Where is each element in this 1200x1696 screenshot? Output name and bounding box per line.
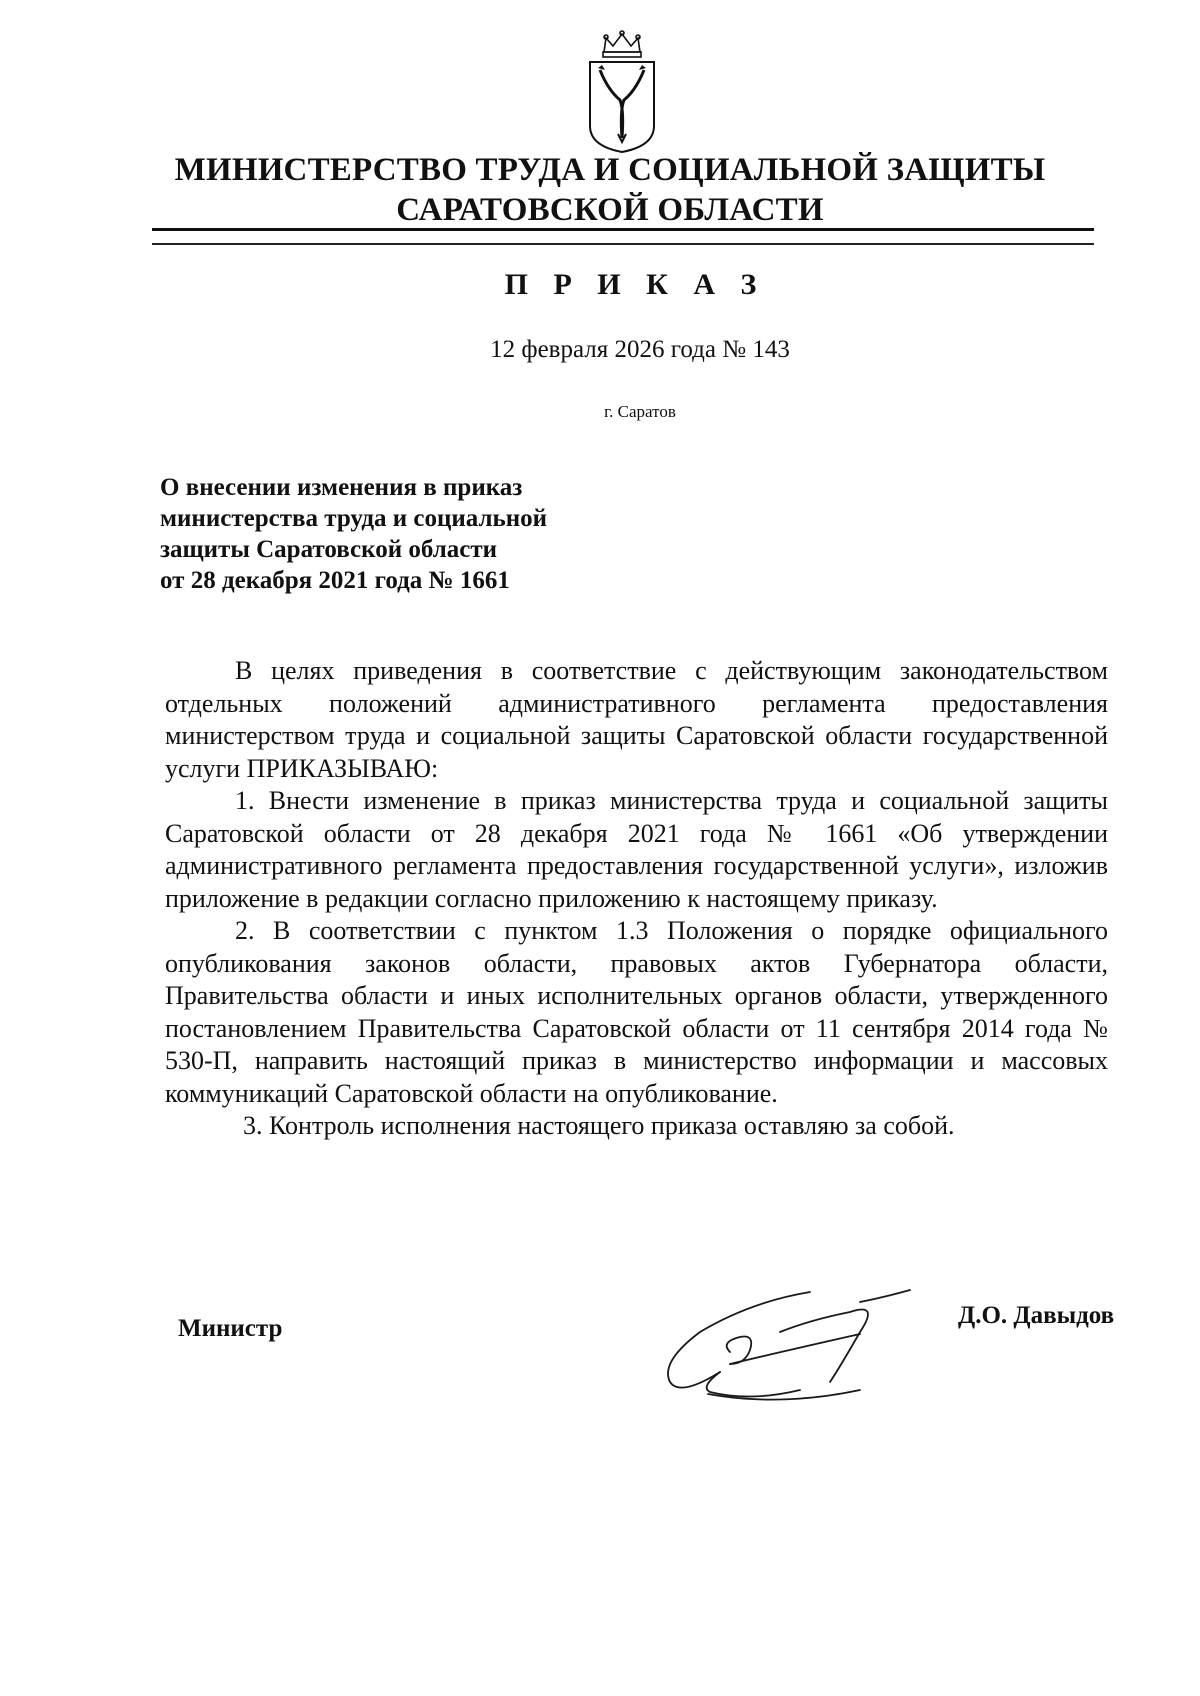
ministry-header	[150, 150, 1070, 230]
document-city: г. Саратов	[604, 402, 676, 421]
subject-line-4: от 28 декабря 2021 года № 1661	[160, 567, 510, 594]
coat-of-arms-icon	[582, 30, 662, 154]
signatory-title: Министр	[178, 1315, 283, 1342]
ministry-line-1: МИНИСТЕРСТВО ТРУДА И СОЦИАЛЬНОЙ ЗАЩИТЫ	[174, 152, 1046, 188]
document-kind: П Р И К А З	[504, 268, 766, 301]
body-item-3: 3. Контроль исполнения настоящего приказа оставляю за собой.	[243, 1111, 955, 1140]
signatory-name: Д.О. Давыдов	[958, 1302, 1115, 1329]
handwritten-signature	[660, 1272, 920, 1412]
header-rule-thick	[152, 228, 1094, 231]
subject-line-1: О внесении изменения в приказ	[160, 474, 523, 501]
body-preamble: В целях приведения в соответствие с действующим законодательством отдельных положений административного регламента предоставления министерством труда и социальной защиты Саратовской области государственной услуги ПРИКАЗЫВАЮ:	[165, 656, 1108, 783]
ministry-line-2: САРАТОВСКОЙ ОБЛАСТИ	[396, 192, 824, 228]
body-item-1: 1. Внести изменение в приказ министерства труда и социальной защиты Саратовской области от 28 декабря 2021 года № 1661 «Об утверждении административного регламента предоставления государственной услуги», изложив приложение в редакции согласно приложению к настоящему приказу.	[165, 786, 1108, 913]
document-body	[165, 655, 1108, 1143]
body-item-2: 2. В соответствии с пунктом 1.3 Положения о порядке официального опубликования законов области, правовых актов Губернатора области, Правительства области и иных исполнительных органов области, утвержденного постановлением Правительства Саратовской области от 11 сентября 2014 года № 530-П, направить настоящий приказ в министерство информации и массовых коммуникаций Саратовской области на опубликование.	[165, 916, 1108, 1108]
document-date-number: 12 февраля 2026 года № 143	[490, 336, 790, 363]
header-rule-thin	[152, 243, 1094, 245]
subject-line-2: министерства труда и социальной	[160, 505, 548, 532]
document-subject	[160, 472, 720, 596]
subject-line-3: защиты Саратовской области	[160, 536, 498, 563]
